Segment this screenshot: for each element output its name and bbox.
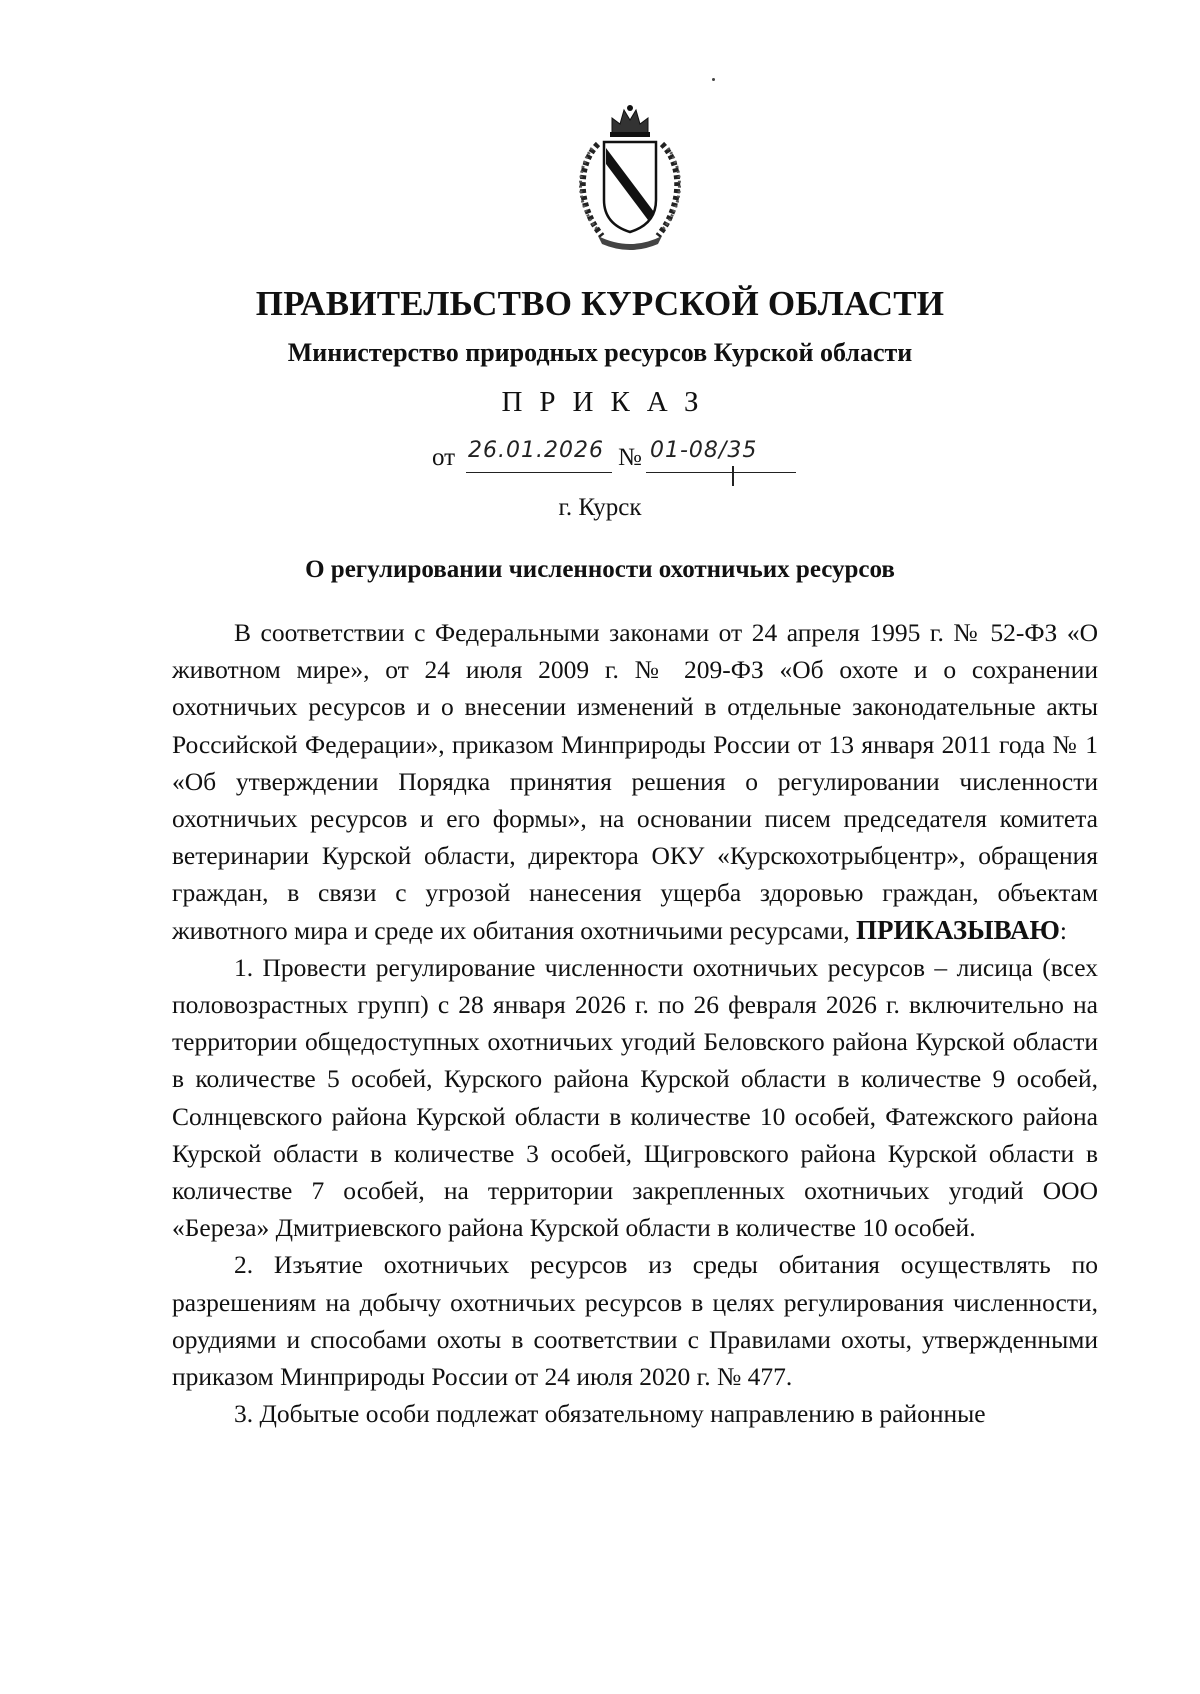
item-2: 2. Изъятие охотничьих ресурсов из среды обитания осуществлять по разрешениям на добычу охотничьих ресурсов в целях регулирования численности, орудиями и способами охоты в соответствии с Правилами охоты, утвержденными приказом Минприроды России от 24 июля 2020 г. № 477. <box>172 1250 1098 1392</box>
colon: : <box>1059 915 1067 945</box>
preamble-text: В соответствии с Федеральными законами от 24 апреля 1995 г. № 52-ФЗ «О животном мире», от 24 июля 2009 г. № 209-ФЗ «Об охоте и о сохранении охотничьих ресурсов и о внесении изменений в отдельные законодательные акты Российской Федерации», приказом Минприроды России от 13 января 2011 года № 1 «Об утверждении Порядка принятия решения о регулировании численности охотничьих ресурсов и его формы», на основании писем председателя комитета ветеринарии Курской области, директора ОКУ «Курскохотрыбцентр», обращения граждан, в связи с угрозой нанесения ущерба здоровью граждан, объектам животного мира и среде их обитания охотничьими ресурсами, <box>172 618 1098 945</box>
document-type: ПРИКАЗ <box>501 386 716 418</box>
order-subject: О регулировании численности охотничьих ресурсов <box>305 556 895 583</box>
scan-speck <box>712 78 715 81</box>
item-1: 1. Провести регулирование численности охотничьих ресурсов – лисица (всех половозрастных групп) с 28 января 2026 г. по 26 февраля 2026 г. включительно на территории общедоступных охотничьих угодий Беловского района Курской области в количестве 5 особей, Курского района Курской области в количестве 9 особей, Солнцевского района Курской области в количестве 10 особей, Фатежского района Курской области в количестве 3 особей, Щигровского района Курской области в количестве 7 особей, на территории закрепленных охотничьих угодий ООО «Береза» Дмитриевского района Курской области в количестве 10 особей. <box>172 952 1098 1243</box>
number-stroke <box>732 466 734 486</box>
handwritten-date: 26.01.2026 <box>468 438 604 463</box>
order-word: ПРИКАЗЫВАЮ <box>855 914 1060 945</box>
date-underline <box>466 472 612 473</box>
order-body <box>172 614 1098 1432</box>
preamble-paragraph <box>172 614 1098 949</box>
item-3: 3. Добытые особи подлежат обязательному направлению в районные <box>234 1399 986 1429</box>
ministry-name: Министерство природных ресурсов Курской области <box>287 338 913 367</box>
government-title: ПРАВИТЕЛЬСТВО КУРСКОЙ ОБЛАСТИ <box>255 284 945 323</box>
city: г. Курск <box>558 494 642 521</box>
order-date-number <box>432 440 832 474</box>
number-prefix: № <box>618 444 642 471</box>
date-prefix: от <box>432 444 456 471</box>
coat-of-arms-icon <box>568 104 692 252</box>
number-underline <box>646 472 796 473</box>
handwritten-number: 01-08/35 <box>650 438 758 463</box>
